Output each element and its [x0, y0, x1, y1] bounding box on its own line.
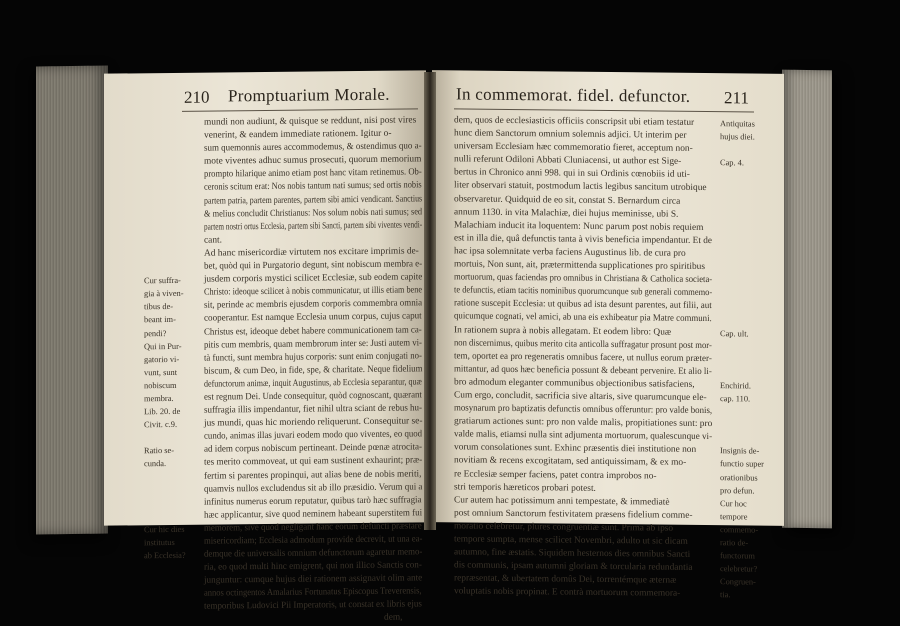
margin-note: Lib. 20. de — [144, 406, 181, 417]
margin-note: commemo- — [720, 525, 759, 535]
text-line: mote viventes adhuc sumus prosecuti, quorum memorium — [204, 154, 422, 167]
body-text-right — [454, 114, 712, 601]
text-line: valde malis, etiamsi nulla sint adjumenta mortuorum, qualescunque vi- — [454, 429, 713, 443]
margin-notes-left — [144, 117, 200, 615]
text-line: mortuorum, quas faciendas pro omnibus in Christiana & Catholica societa- — [454, 272, 713, 286]
text-line: infinitus numerus eorum reputatur, quibus tarò hæc suffragia — [204, 495, 422, 508]
margin-note: Enchirid. — [720, 381, 751, 391]
text-line: quicumque cognati, vel amici, ab una eis exhibeatur pia Matre communi. — [454, 311, 712, 325]
margin-note: gia à viven- — [144, 289, 184, 299]
margin-note: beant im- — [144, 315, 176, 325]
text-line: Christus est, ideoque debet habere communicationem tam ca- — [204, 324, 422, 338]
text-line: misericordiam; Ecclesia admodum provide decrevit, ut una ea- — [204, 534, 423, 547]
margin-note: Civit. c.9. — [144, 420, 178, 430]
text-line: hac ipsa solemnitate verba faciens Augustinus lib. de cura pro — [454, 246, 686, 259]
left-page — [104, 70, 426, 623]
margin-note: Cur suffra- — [144, 276, 181, 286]
margin-note: Qui in Pur- — [144, 341, 182, 351]
text-line: pitis cum membris, quam membrorum inter se: Justi autem vi- — [204, 337, 422, 351]
text-line: prompto hilarique animo etiam post hanc vitam retinemus. Ob- — [204, 167, 422, 181]
head-rule-right — [454, 108, 754, 112]
text-line: annum 1130. in vita Malachiæ, diei hujus meminisse, ubi S. — [454, 207, 679, 220]
text-line: partem patria, partem parentes, partem sibi amici vendicant. Sanctius — [204, 193, 423, 207]
text-line: novitiam & recens excogitatam, sed antiquissimam, & ex mo- — [454, 455, 687, 469]
text-line: temporibus Ludovici Pii Imperatoris, ut constat ex libris ejus — [204, 599, 422, 613]
margin-note: vunt, sunt — [144, 367, 178, 378]
text-line: memorem, sive quod negligant hanc eorum defuncti præstare — [204, 521, 422, 534]
text-line: bet, quòd qui in Purgatorio degunt, sint nobiscum membra e- — [204, 259, 423, 272]
text-line: partem nostri ortus Ecclesia, partem sibi Sancti, partem sibi viventes vendi- — [204, 220, 423, 233]
margin-note: gatorio vi- — [144, 354, 180, 364]
text-line: est regnum Dei. Unde consequitur, quòd cognoscant, quærant — [204, 390, 422, 403]
margin-note: cunda. — [144, 459, 167, 469]
text-line: hæc applicantur, sive quod neminem habeant superstitem fui — [204, 508, 423, 521]
text-line: tem, oportet ea pro regeneratis omnibus facere, ut nullus eorum præter- — [454, 351, 712, 364]
text-line: suffragia illis impendantur, fiet nihil ultra sciant de rebus hu- — [204, 403, 423, 416]
body-text-left — [204, 114, 422, 614]
catchword-left: dem, — [384, 612, 403, 623]
page-number-left: 210 — [184, 87, 210, 107]
margin-note: Cur hic dies — [144, 524, 185, 535]
text-line: bertus in Chronico anni 998. qui in sui Ordinis cœnobiis id uti- — [454, 167, 690, 181]
text-line: nulli referunt Odiloni Abbati Cluniacensi, ut author est Sige- — [454, 154, 682, 168]
text-line: fertim si parentes propinqui, aut alias bene de nobis meriti, — [204, 468, 422, 482]
text-line: non discernimus, quibus merito cita anticolla suffragatur prosunt post mor- — [454, 337, 712, 351]
text-line: jus mundi, quas hic moriendo reliquerunt. Consequitur se- — [204, 416, 423, 429]
margin-note: functio super — [720, 459, 764, 470]
text-line: cundo, animas illas juvari eodem modo quo viventes, eo quod — [204, 429, 423, 442]
text-line: venerint, & eandem immediate rationem. Igitur o- — [204, 128, 392, 141]
text-line: sum quemonnis aures accommodemus, & ostendimus quo a- — [204, 141, 422, 154]
text-line: stri temporis hæreticos probari potest. — [454, 482, 596, 494]
margin-note: pendi? — [144, 328, 167, 338]
text-line: Cum ergo, concludit, sacrificia sive altaris, sive quarumcunque ele- — [454, 390, 707, 404]
text-line: jusdem corporis mystici scilicet Ecclesiæ, sub eodem capite — [204, 272, 423, 285]
text-line: ceronis scitum erat: Nos nobis tantum nati sumus; sed ortis nobis — [204, 180, 422, 194]
text-line: biscum, & cum Deo, in fide, spe, & charitate. Neque fidelium — [204, 364, 423, 377]
margin-notes-right — [720, 117, 780, 602]
text-line: est in illa die, quâ defunctis tanta à vivis beneficia impendantur. Et de — [454, 233, 712, 246]
text-line: Cur autem hac potissimum anni tempestate, & immediatè — [454, 495, 670, 508]
margin-note: ab Ecclesia? — [144, 550, 186, 561]
text-line: mosynarum pro baptizatis defunctis omnibus offeruntur: pro valde bonis, — [454, 403, 713, 417]
margin-note: Ratio se- — [144, 446, 175, 456]
text-line: gratiarum actiones sunt: pro non valde malis, propitiationes sunt: pro — [454, 416, 713, 430]
text-line: liter observari statuit, postmodum lactis legibus sancitum utrobique — [454, 180, 707, 194]
text-line: re Ecclesiæ semper faciens, patet contra improbos no- — [454, 468, 657, 482]
text-line: voluptatis nobis propinat. E contrà mortuorum commemora- — [454, 586, 681, 600]
margin-note: cap. 110. — [720, 394, 751, 404]
text-line: demque die universalis omnium defunctorum agaretur memo- — [204, 547, 423, 560]
margin-note: functorum — [720, 551, 755, 561]
text-line: post omnium Sanctorum festivitatem præsens fidelium comme- — [454, 508, 693, 521]
margin-note: tia. — [720, 590, 731, 600]
margin-note: membra. — [144, 393, 174, 404]
text-line: mittantur, ad quos hæc beneficia possunt & debeant pervenire. Et alio li- — [454, 364, 712, 377]
margin-note: celebretur? — [720, 564, 758, 574]
text-line: hunc diem Sanctorum omnium solemnis adjici. Ut interim per — [454, 128, 687, 141]
text-line: quamvis nullos excludendus sit ab illo præsidio. Verum qui a — [204, 481, 423, 495]
text-line: ad idem corpus nobiscum pertineant. Deinde pœnæ atrocita- — [204, 442, 423, 455]
text-line: cant. — [204, 235, 222, 246]
margin-note: Cur hoc — [720, 498, 747, 509]
right-fore-edge — [782, 70, 832, 529]
margin-note: Congruen- — [720, 577, 756, 587]
text-line: repræsentat, & ubertatem domûs Dei, torrentémque æternæ — [454, 573, 677, 586]
text-line: vorum consolationes sunt. Exhinc præsentis diei institutione non — [454, 442, 697, 456]
margin-note: hujus diei. — [720, 132, 755, 142]
text-line: te defunctis, etiam tacitis nominibus quorumcunque sub generali commemo- — [454, 285, 713, 299]
text-line: autumno, fine æstatis. Siquidem hesternos dies omnibus Sancti — [454, 547, 691, 560]
right-page — [432, 70, 784, 600]
margin-note: orationibus — [720, 472, 758, 483]
margin-note: nobiscum — [144, 380, 177, 391]
text-line: Malachiam inducit ita loquentem: Nunc parum post nobis requiem — [454, 220, 704, 233]
text-line: ratione suscepit Ecclesia: ut quibus ad ista desunt parentes, aut filii, aut — [454, 298, 712, 312]
left-fore-edge — [36, 65, 108, 534]
running-head-right: In commemorat. fidel. defunctor. — [456, 84, 691, 106]
text-line: tes merito commoveat, ut qui eam sustinent exhaurint; præ- — [204, 455, 423, 469]
text-line: moratio celebretur, plures congruentiæ sunt. Prima ab ipso — [454, 521, 674, 534]
margin-note: institutus — [144, 537, 175, 548]
text-line: ria, eo quod multi hinc emigrent, qui non illico Sanctis con- — [204, 560, 422, 573]
text-line: junguntur: cumque hujus diei rationem assignavit olim ante — [204, 573, 423, 586]
margin-note: Antiquitas — [720, 119, 755, 129]
text-line: mortuis, Non sunt, ait, prætermittenda supplicationes pro spiritibus — [454, 259, 706, 273]
running-head-left: Promptuarium Morale. — [228, 84, 390, 106]
text-line: tà functi, sunt membra hujus corporis: sunt enim conjugati no- — [204, 351, 422, 364]
text-line: annos octingentos Amalarius Fortunatus Episcopus Treverensis, — [204, 586, 422, 600]
text-line: & melius concludit Christianus: Nos solum nobis nati sumus; sed — [204, 207, 423, 220]
text-line: observaretur. Quidquid de eo sit, constat S. Bernardum circa — [454, 193, 681, 207]
head-rule-left — [182, 108, 418, 111]
text-line: dem, quos de ecclesiasticis officiis conscripsit ubi etiam testatur — [454, 115, 695, 128]
text-line: Christo: ideoque scilicet à nobis communicatur, ut illis etiam bene — [204, 285, 423, 298]
text-line: tempore sumpta, mense scilicet Novembri, adulto ut sic dicam — [454, 534, 688, 547]
text-line: Ad hanc misericordiæ virtutem nos excitare imprimis de- — [204, 246, 419, 259]
book-gutter — [424, 72, 436, 530]
margin-note: tibus de- — [144, 302, 174, 312]
text-line: mundi non audiunt, & quisque se reddunt, nisi post vires — [204, 115, 417, 128]
text-line: sit, perinde ac membris ejusdem corporis commembra omnia — [204, 298, 423, 311]
margin-note: ratio de- — [720, 538, 749, 548]
margin-note: pro defun. — [720, 485, 755, 496]
text-line: bro admodum eleganter communibus objectionibus satisfaciens, — [454, 377, 695, 390]
margin-note: Insignis de- — [720, 446, 760, 456]
page-number-right: 211 — [724, 88, 749, 108]
text-line: cooperantur. Est namque Ecclesia unum corpus, cujus caput — [204, 311, 422, 325]
margin-note: tempore — [720, 511, 748, 522]
margin-note: Cap. 4. — [720, 158, 744, 168]
text-line: dis communis, ipsam autumni gloriam & torcularia redundantia — [454, 560, 693, 574]
margin-note: Cap. ult. — [720, 328, 749, 338]
text-line: universam Ecclesiam hæc commemoratio fieret, acceptum non- — [454, 141, 693, 155]
text-line: In rationem supra à nobis allegatam. Et eodem libro: Quæ — [454, 324, 672, 338]
text-line: defunctorum animæ, inquit Augustinus, ab Ecclesia separantur, quæ — [204, 377, 422, 390]
